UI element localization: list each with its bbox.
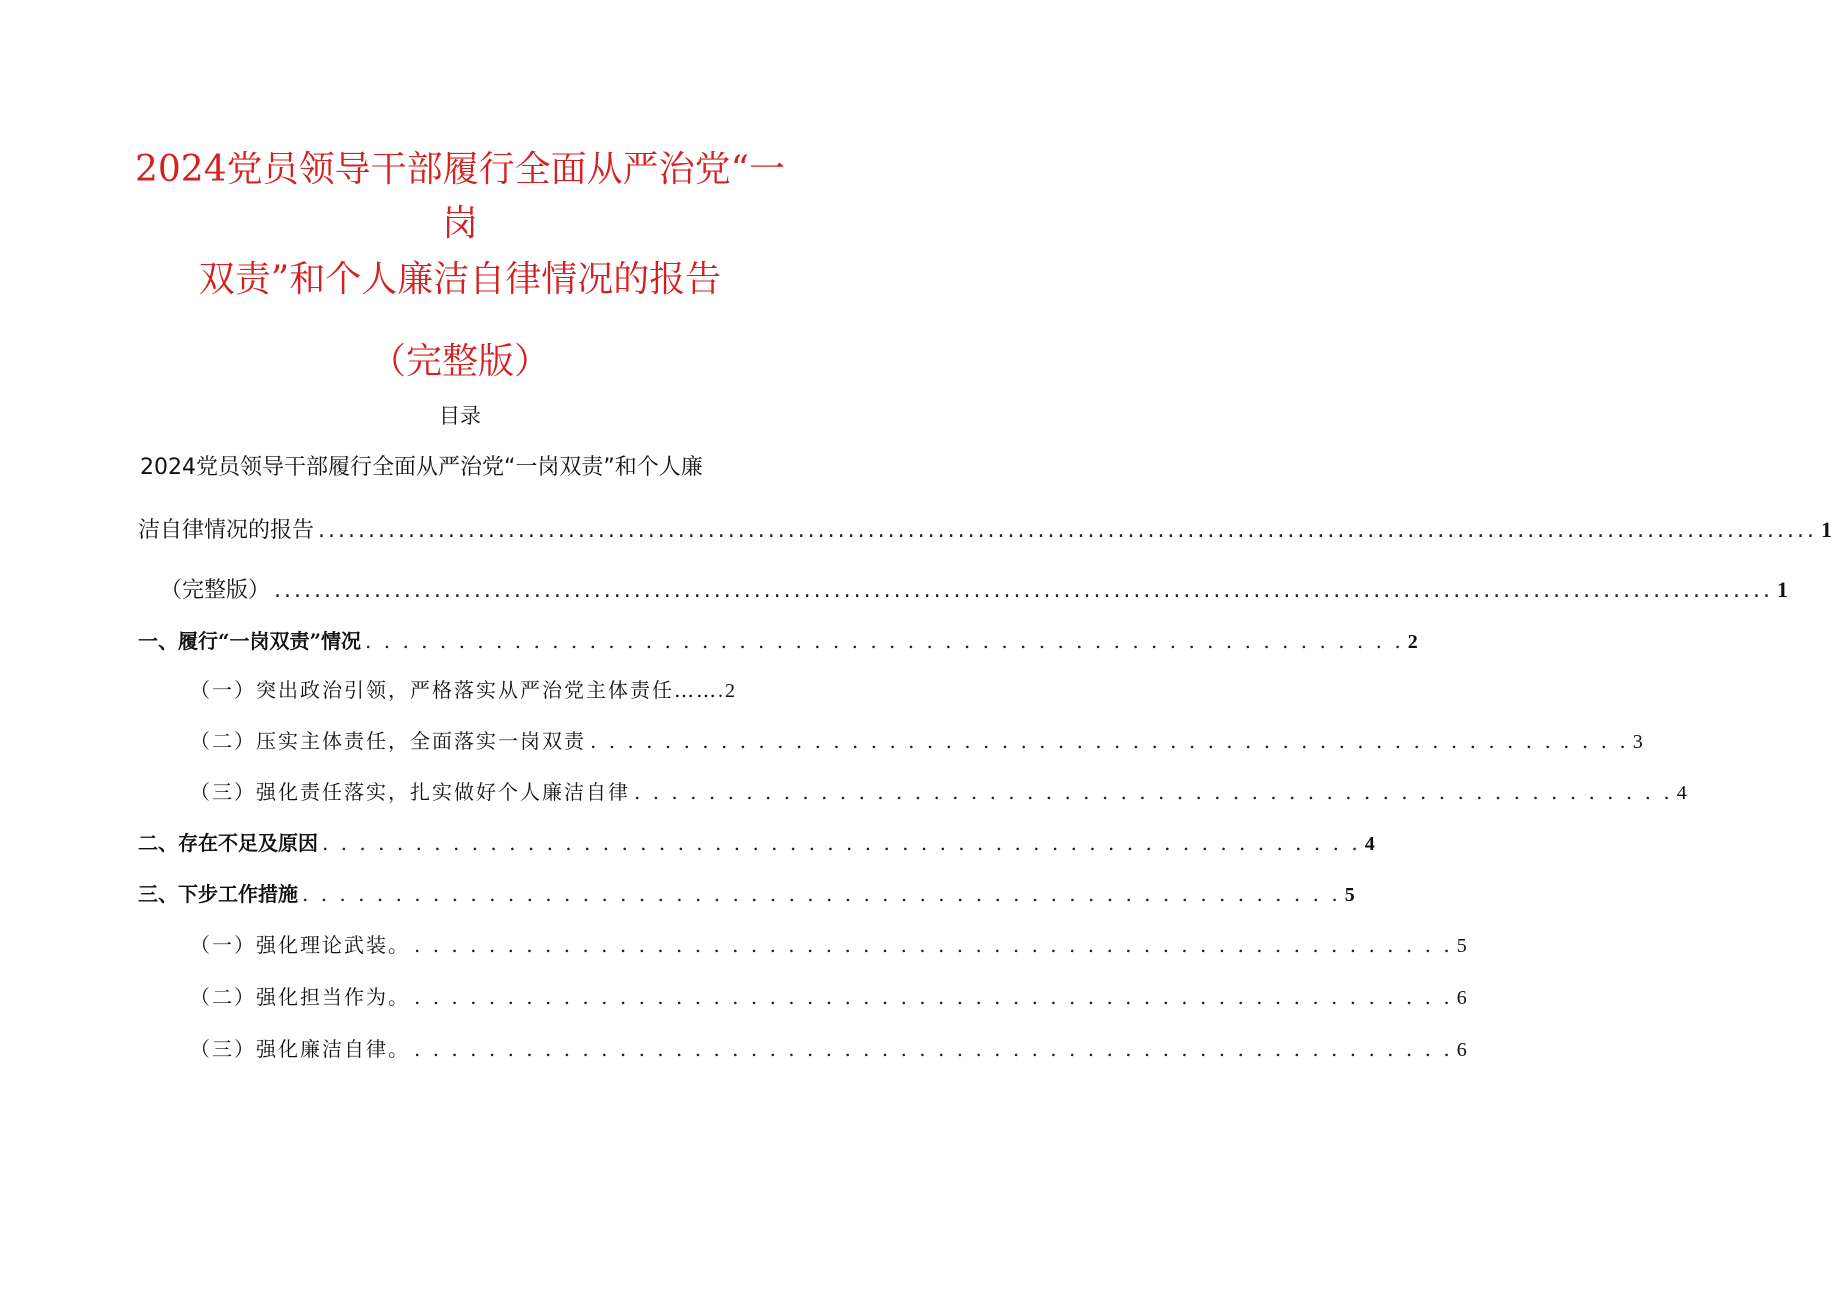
toc-leader-dots: . . . . . . . . . . . . . . . . . . . . . . . . . . . . . . . . . . . . . . . . . . . . . . . . . . . . . . . . (414, 933, 1453, 957)
toc-item-1-2[interactable] (190, 726, 1645, 757)
toc-page-number: 4 (1676, 782, 1689, 804)
toc-item-label: （一）强化理论武装。 (190, 933, 410, 957)
doc-subtitle-version: （完整版） (369, 341, 550, 382)
toc-item-3-2[interactable] (190, 982, 1469, 1013)
toc-item-label: 二、存在不足及原因 (138, 831, 318, 855)
toc-item-3-3[interactable] (190, 1034, 1469, 1065)
toc-item-label: 一、履行“一岗双责”情况 (138, 629, 362, 653)
toc-heading: 目录 (439, 404, 481, 428)
toc-item-3-1[interactable] (190, 930, 1469, 961)
toc-item-label: （一）突出政治引领，严格落实从严治党主体责任…… (190, 678, 718, 702)
toc-entry-version-label: （完整版） (160, 578, 271, 603)
toc-page-number: 6 (1456, 987, 1469, 1009)
toc-entry-version[interactable] (160, 575, 1788, 606)
toc-leader-dots: . . . . . . . . . . . . . . . . . . . . . . . . . . . . . . . . . . . . . . . . . . . . . . . . . . . . . . . . (414, 1037, 1453, 1061)
toc-page-number: 3 (1632, 731, 1645, 753)
toc-item-label: 三、下步工作措施 (138, 882, 298, 906)
doc-title-line-3: 双责”和个人廉洁自律情况的报告 (198, 259, 722, 300)
toc-page-number: 4 (1364, 833, 1375, 855)
toc-leader-dots: . . . . . . . . . . . . . . . . . . . . . . . . . . . . . . . . . . . . . . . . . . . . . . . . . . . . . . . . (590, 729, 1629, 753)
toc-page-number: 5 (1456, 935, 1469, 957)
toc-leader-dots: ...................................................................................................................................................... (318, 518, 1817, 543)
toc-page-number: 1 (1777, 577, 1788, 602)
toc-item-label: （三）强化廉洁自律。 (190, 1037, 410, 1061)
toc-item-label: （三）强化责任落实，扎实做好个人廉洁自律 (190, 780, 630, 804)
toc-leader-dots: . . . . . . . . . . . . . . . . . . . . . . . . . . . . . . . . . . . . . . . . . . . . . . . . . . . . . . . . (302, 882, 1341, 906)
toc-entry-main[interactable] (138, 515, 1832, 546)
toc-leader-dots: . . . . . . . . . . . . . . . . . . . . . . . . . . . . . . . . . . . . . . . . . . . . . . . . . . . . . . . . (365, 629, 1404, 653)
toc-page-number: 2 (1407, 631, 1418, 653)
toc-item-label: （二）压实主体责任，全面落实一岗双责 (190, 729, 586, 753)
doc-title-line-1: 2024党员领导干部履行全面从严治党“一 (134, 149, 786, 190)
toc-item-1-1[interactable] (190, 675, 764, 706)
toc-entry-main-line-1[interactable]: 2024党员领导干部履行全面从严治党“一岗双责”和个人廉 (140, 455, 703, 480)
toc-item-section-2[interactable] (138, 828, 1375, 859)
toc-item-section-1[interactable] (138, 626, 1418, 657)
toc-page-number: 1 (1821, 517, 1832, 542)
toc-page-number: .2 (718, 680, 737, 702)
toc-item-label: （二）强化担当作为。 (190, 985, 410, 1009)
doc-title-line-2: 岗 (441, 203, 478, 244)
toc-leader-dots: . . . . . . . . . . . . . . . . . . . . . . . . . . . . . . . . . . . . . . . . . . . . . . . . . . . . . . . . (634, 780, 1673, 804)
toc-page-number: 5 (1344, 884, 1355, 906)
toc-leader-dots: ...................................................................................................................................................... (274, 578, 1773, 603)
toc-leader-dots: . . . . . . . . . . . . . . . . . . . . . . . . . . . . . . . . . . . . . . . . . . . . . . . . . . . . . . . . (322, 831, 1361, 855)
toc-item-1-3[interactable] (190, 777, 1689, 808)
toc-item-section-3[interactable] (138, 879, 1355, 910)
toc-page-number: 6 (1456, 1039, 1469, 1061)
toc-leader-dots: . . . . . . . . . . . . . . . . . . . . . . . . . . . . . . . . . . . . . . . . . . . . . . . . . . . . . . . . (414, 985, 1453, 1009)
toc-entry-main-line-2: 洁自律情况的报告 (138, 518, 315, 543)
